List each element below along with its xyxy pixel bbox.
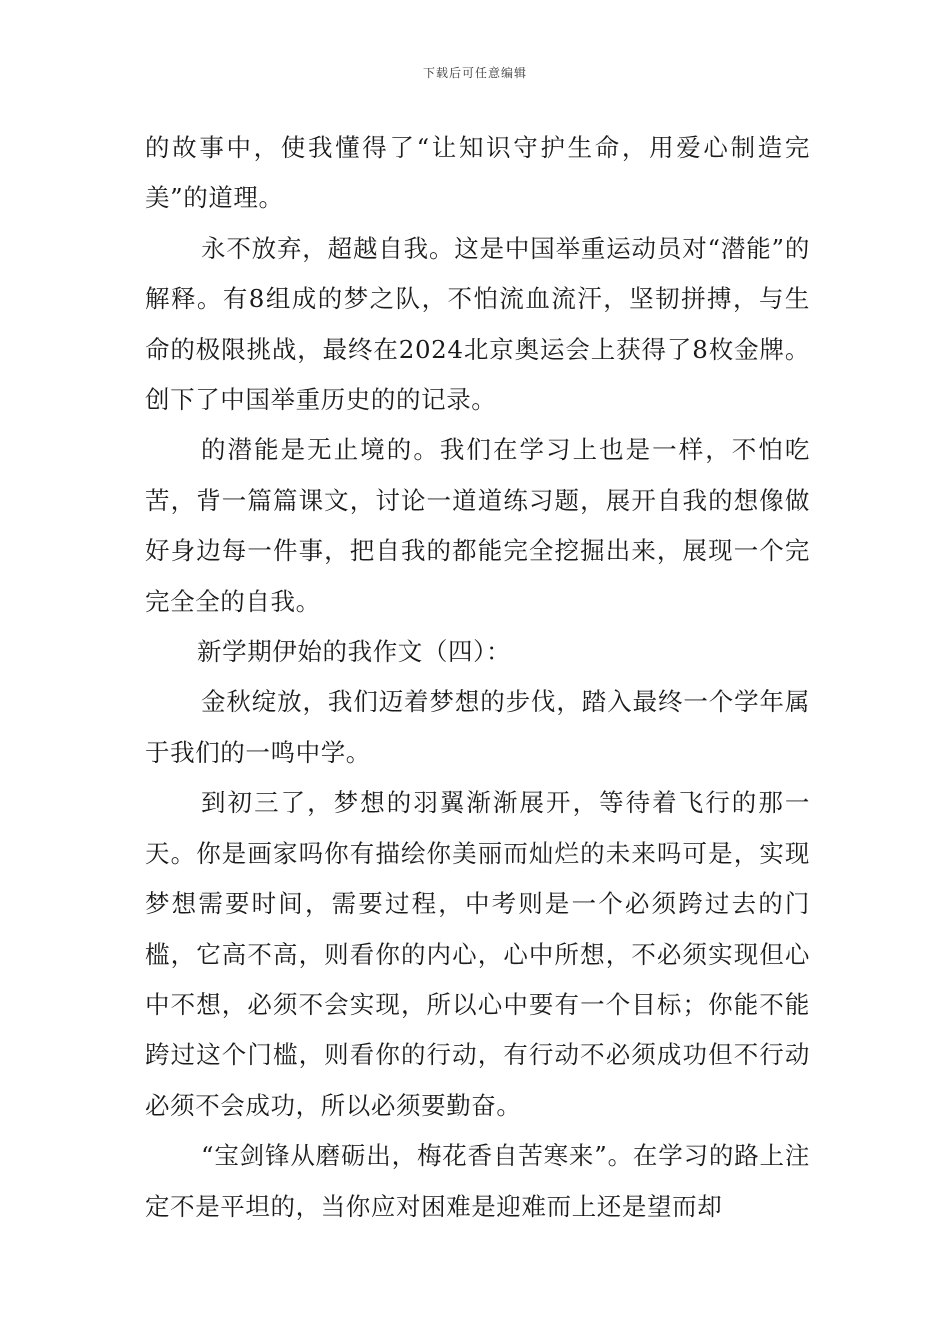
paragraph-3: 的潜能是无止境的。我们在学习上也是一样，不怕吃苦，背一篇篇课文，讨论一道道练习题，展开自我的想像做好身边每一件事，把自我的都能完全挖掘出来，展现一个完完全全的自我。 [145, 435, 810, 616]
page-header: 下载后可任意编辑 [422, 66, 527, 80]
paragraph-5: 到初三了，梦想的羽翼渐渐展开，等待着飞行的那一天。你是画家吗你有描绘你美丽而灿烂的未来吗可是，实现梦想需要时间，需要过程，中考则是一个必须跨过去的门槛，它高不高，则看你的内心，心中所想，不必须实现但心中不想，必须不会实现，所以心中要有一个目标；你能不能跨过这个门槛，则看你的行动，有行动不必须成功但不行动必须不会成功，所以必须要勤奋。 [145, 788, 810, 1120]
document-body [145, 123, 810, 1232]
paragraph-4: 金秋绽放，我们迈着梦想的步伐，踏入最终一个学年属于我们的一鸣中学。 [145, 687, 810, 767]
section-heading: 新学期伊始的我作文（四）： [197, 637, 512, 667]
paragraph-6: “宝剑锋从磨砺出，梅花香自苦寒来”。在学习的路上注定不是平坦的，当你应对困难是迎难而上还是望而却 [145, 1141, 810, 1221]
paragraph-2: 永不放弃，超越自我。这是中国举重运动员对“潜能”的解释。有8组成的梦之队，不怕流血流汗，坚韧拼搏，与生命的极限挑战，最终在2024北京奥运会上获得了8枚金牌。创下了中国举重历史的的记录。 [145, 233, 810, 415]
paragraph-1: 的故事中，使我懂得了“让知识守护生命，用爱心制造完美”的道理。 [145, 133, 810, 213]
